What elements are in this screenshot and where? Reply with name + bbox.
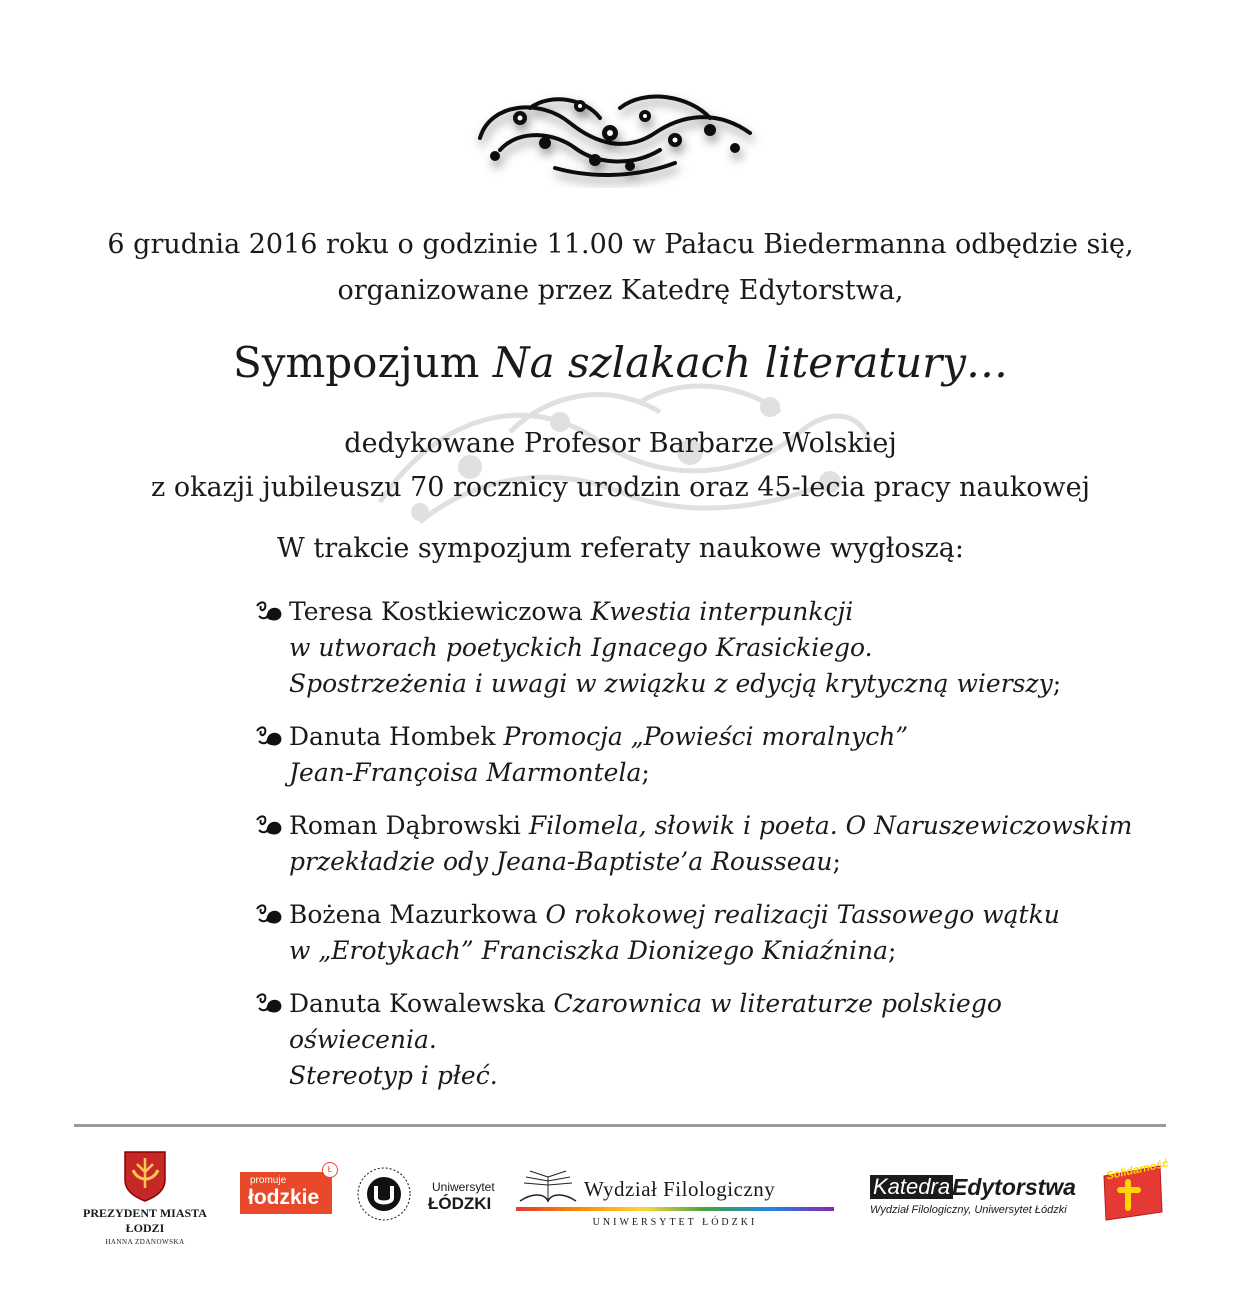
lodzkie-logo: [240, 1162, 334, 1216]
talk-title-line: przekładzie ody Jeana-Baptiste’a Rousseau: [289, 847, 833, 876]
talk-title-line: Filomela, słowik i poeta. O Naruszewiczowskim: [528, 811, 1133, 840]
talk-end-punct: ;: [1052, 669, 1062, 698]
intro-line-1: 6 grudnia 2016 roku o godzinie 11.00 w Pałacu Biedermanna odbędzie się,: [107, 229, 1134, 260]
lodzkie-big: łodzkie: [248, 1186, 320, 1209]
talks-lead: W trakcie sympozjum referaty naukowe wygłoszą:: [277, 533, 964, 564]
dedication: [0, 422, 1241, 510]
talk-author: Bożena Mazurkowa: [289, 900, 538, 929]
talk-title-line: w utworach poetyckich Ignacego Krasickiego.: [289, 633, 873, 662]
university-seal-icon: [352, 1164, 422, 1224]
open-book-icon: [516, 1167, 580, 1207]
talk-author: Roman Dąbrowski: [289, 811, 521, 840]
university-line-1: Uniwersytet: [432, 1180, 495, 1194]
faculty-line-1: Wydział Filologiczny: [584, 1177, 776, 1201]
talk-end-punct: ;: [888, 936, 897, 965]
faculty-logo: [516, 1165, 836, 1235]
lodzkie-small: promuje: [250, 1175, 287, 1186]
intro-line-2: organizowane przez Katedrę Edytorstwa,: [337, 275, 904, 306]
fleuron-bullet-icon: [255, 725, 285, 749]
talk-title-line: Stereotyp i płeć.: [289, 1061, 498, 1090]
event-title: [0, 338, 1241, 387]
fleuron-bullet-icon: [255, 814, 285, 838]
title-italic: Na szlakach literatury…: [492, 338, 1009, 387]
talk-title-line: w „Erotykach” Franciszka Dionizego Kniaźnina: [289, 936, 889, 965]
lodz-line-1: PREZYDENT MIASTA ŁODZI: [83, 1206, 207, 1235]
floral-ornament: [460, 78, 770, 188]
solidarnosc-text: Solidarność: [1105, 1157, 1170, 1183]
talk-title-line: Kwestia interpunkcji: [590, 597, 854, 626]
talk-title-line: Czarownica w literaturze polskiego oświecenia.: [289, 989, 1002, 1054]
talk-title-line: Jean-Françoisa Marmontela: [289, 758, 642, 787]
katedra-subtitle: Wydział Filologiczny, Uniwersytet Łódzki: [870, 1204, 1067, 1216]
talks-list: [255, 594, 1155, 1111]
lodz-line-2: HANNA ZDANOWSKA: [105, 1238, 185, 1246]
talk-author: Teresa Kostkiewiczowa: [289, 597, 583, 626]
talk-title-line: O rokokowej realizacji Tassowego wątku: [545, 900, 1060, 929]
talk-title-line: Promocja „Powieści moralnych”: [503, 722, 909, 751]
katedra-part-1: Katedra: [870, 1175, 953, 1199]
faculty-line-2: UNIWERSYTET ŁÓDZKI: [592, 1217, 758, 1228]
university-logo: [352, 1164, 502, 1224]
talk-end-punct: ;: [832, 847, 841, 876]
talk-item: [255, 897, 1155, 969]
faculty-color-bar: [516, 1207, 834, 1211]
katedra-part-2: Edytorstwa: [952, 1174, 1076, 1200]
katedra-logo: [870, 1174, 1076, 1225]
lodzkie-box: [240, 1172, 332, 1214]
talk-title-line: Spostrzeżenia i uwagi w związku z edycją krytyczną wierszy: [289, 669, 1053, 698]
talk-item: [255, 719, 1155, 791]
talk-item: [255, 594, 1155, 702]
lodzkie-mark-icon: Ł: [322, 1162, 338, 1178]
university-line-2: ŁÓDZKI: [428, 1194, 492, 1213]
fleuron-bullet-icon: [255, 903, 285, 927]
talk-author: Danuta Hombek: [289, 722, 496, 751]
talk-item: [255, 808, 1155, 880]
fleuron-bullet-icon: [255, 600, 285, 624]
dedication-line-2: z okazji jubileuszu 70 rocznicy urodzin oraz 45-lecia pracy naukowej: [151, 472, 1090, 503]
talk-item: [255, 986, 1155, 1094]
dedication-line-1: dedykowane Profesor Barbarze Wolskiej: [344, 428, 897, 459]
talk-author: Danuta Kowalewska: [289, 989, 546, 1018]
intro: [0, 222, 1241, 314]
footer-divider: [74, 1124, 1166, 1127]
talk-end-punct: ;: [641, 758, 650, 787]
fleuron-bullet-icon: [255, 992, 285, 1016]
solidarnosc-logo: [1098, 1157, 1170, 1222]
lodz-president-logo: [70, 1150, 220, 1246]
lodz-crest-icon: [123, 1150, 167, 1202]
title-prefix: Sympozjum: [232, 338, 480, 387]
